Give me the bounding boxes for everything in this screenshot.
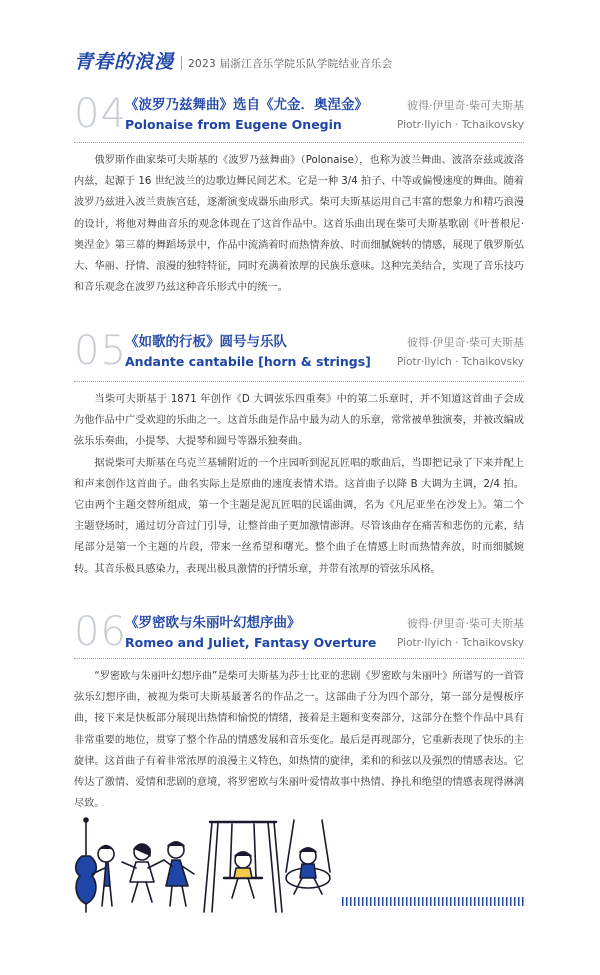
- dancing-children-icon: [122, 842, 194, 906]
- piece-body: [74, 389, 524, 580]
- footer-decorative-dashes: [342, 897, 526, 906]
- composer-name-en: Piotr·Ilyich · Tchaikovsky: [397, 356, 524, 368]
- piece-titles: [125, 333, 371, 372]
- piece-titles: [125, 614, 376, 653]
- composer-name-cn: 彼得·伊里奇·柴可夫斯基: [407, 336, 524, 349]
- double-bass-icon: [76, 818, 97, 912]
- piece-title-cn: 《波罗乃兹舞曲》选自《尤金．奥涅金》: [125, 97, 368, 113]
- piece-title-en: Romeo and Juliet, Fantasy Overture: [125, 635, 377, 650]
- composer: [397, 96, 524, 135]
- child-bassist-icon: [92, 846, 114, 907]
- piece-06: [74, 609, 524, 810]
- piece-body: [74, 150, 524, 298]
- composer-name-en: Piotr·Ilyich · Tchaikovsky: [397, 637, 524, 649]
- piece-number: 04: [74, 91, 127, 137]
- header-title: 2023 届浙江音乐学院乐队学院结业音乐会: [188, 58, 393, 70]
- piece-header: [74, 91, 524, 137]
- brand-logo: 青春的浪漫: [74, 51, 175, 73]
- piece-04: [74, 91, 524, 294]
- swing-icon: [204, 822, 282, 912]
- paragraph: “罗密欧与朱丽叶幻想序曲”是柴可夫斯基为莎士比亚的悲剧《罗密欧与朱丽叶》所谱写的一首管弦乐幻想序曲，被视为柴可夫斯基最著名的作品之一。这部曲子分为四个部分，第一部分是慢板序曲，接下来是快板部分展现出热情和愉悦的情绪，接着是主题和变奏部分，这部分在整个作品中具有非常重要的地位，贯穿了整个作品的情感发展和音乐变化。最后是再现部分，它重新表现了快乐的主旋律。这首曲子有着非常浓厚的浪漫主义特色，如热情的旋律，柔和的和弦以及强烈的情感表达。它传达了激情、爱情和悲剧的意境，将罗密欧与朱丽叶爱情故事中热情、挣扎和绝望的情感表现得淋漓尽致。: [74, 671, 524, 810]
- composer: [397, 614, 524, 653]
- piece-05: [74, 328, 524, 575]
- divider-rule: [74, 658, 524, 659]
- page-header: [74, 40, 392, 74]
- piece-titles: [125, 96, 368, 135]
- composer-name-cn: 彼得·伊里奇·柴可夫斯基: [407, 617, 524, 630]
- piece-body: [74, 666, 524, 814]
- paragraph: 俄罗斯作曲家柴可夫斯基的《波罗乃兹舞曲》（Polonaise），也称为波兰舞曲、波洛奈兹或波洛内兹，起源于 16 世纪波兰的边歌边舞民间艺术。它是一种 3/4 拍子、中等或偏慢速度的舞曲。随着波罗乃兹进入波兰贵族宫廷，逐渐演变成器乐曲形式。柴可夫斯基运用自己丰富的想象力和精巧浪漫的设计，将他对舞曲音乐的观念体现在了这首作品中。这首乐曲出现在柴可夫斯基歌剧《叶普根尼·奥涅金》第三幕的舞蹈场景中，作品中流淌着时而热情奔放、时而细腻婉转的情感，展现了俄罗斯弘大、华丽、抒情、浪漫的独特特征，同时充满着浓厚的民族乐意味。这种完美结合，实现了音乐技巧和音乐观念在波罗乃兹这种音乐形式中的统一。: [74, 155, 524, 294]
- composer-name-cn: 彼得·伊里奇·柴可夫斯基: [407, 99, 524, 112]
- piece-title-cn: 《罗密欧与朱丽叶幻想序曲》: [125, 615, 301, 631]
- children-illustration: [72, 816, 342, 916]
- divider-rule: [74, 381, 524, 382]
- piece-header: [74, 609, 524, 655]
- header-divider: [181, 56, 182, 70]
- paragraph: 当柴可夫斯基于 1871 年创作《D 大调弦乐四重奏》中的第二乐章时，并不知道这首曲子会成为他作品中广受欢迎的乐曲之一。这首乐曲是作品中最为动人的乐章，常常被单独演奏，并被改编成弦乐乐奏曲，小提琴、大提琴和圆号等器乐独奏曲。: [74, 394, 524, 448]
- piece-title-en: Andante cantabile [horn & strings]: [125, 354, 371, 369]
- piece-number: 05: [74, 328, 127, 374]
- divider-rule: [74, 142, 524, 143]
- child-on-hoop-icon: [286, 820, 330, 894]
- piece-title-cn: 《如歌的行板》圆号与乐队: [125, 334, 287, 350]
- piece-title-en: Polonaise from Eugene Onegin: [125, 117, 342, 132]
- piece-header: [74, 328, 524, 374]
- piece-number: 06: [74, 609, 127, 655]
- composer-name-en: Piotr·Ilyich · Tchaikovsky: [397, 119, 524, 131]
- composer: [397, 333, 524, 372]
- paragraph: 据说柴可夫斯基在乌克兰基辅附近的一个庄园听到泥瓦匠唱的歌曲后，当即把记录了下来并配上和声来创作这首曲子。曲名实际上是原曲的速度表情术语。这首曲子以降 B 大调为主调，2/4 拍。它由两个主题交替所组成，第一个主题是泥瓦匠唱的民谣曲调，名为《凡尼亚坐在沙发上》。第二个主题登场时，通过切分音过门引导，让整首曲子更加激情澎湃。尽管该曲存在痛苦和悲伤的元素，结尾部分是第一个主题的片段，带来一丝希望和曙光。整个曲子在情感上时而热情奔放，时而细腻婉转。其音乐极具感染力，表现出极具激情的抒情乐章，并带有浓厚的管弦乐风格。: [74, 457, 524, 575]
